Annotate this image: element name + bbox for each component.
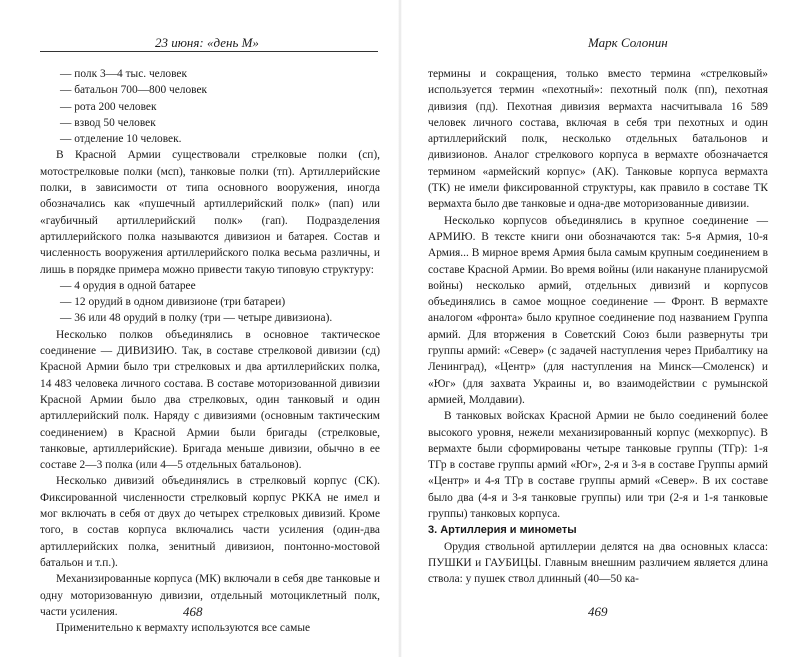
left-page-body [40, 66, 380, 636]
paragraph: Орудия ствольной артиллерии делятся на два основных класса: ПУШКИ и ГАУБИЦЫ. Главным внешним различием является длина ствола: у пушек ствол длинный (40—50 ка- [428, 540, 768, 586]
right-page-body [428, 66, 768, 588]
left-header-rule [40, 51, 378, 52]
right-page-number: 469 [588, 604, 608, 619]
left-page-number: 468 [183, 604, 203, 619]
list-item: — отделение 10 человек. [60, 133, 182, 146]
section-heading: 3. Артиллерия и минометы [428, 524, 577, 537]
list-item: — полк 3—4 тыс. человек [60, 68, 188, 80]
unit-size-list [40, 66, 380, 147]
paragraph: термины и сокращения, только вместо термина «стрелковый» используется термин «пехотный»: пехотный полк (пп), пехотная дивизия (пд). Пехотная дивизия вермахта насчитывала 16 589 человек личного состава, включая в себя три пехотных и один артиллерийский полк, несколько отдельных батальонов и дивизионов. Аналог стрелкового корпуса в вермахте обозначается термином «армейский корпус» (АК). Танковые корпуса вермахта (ТК) не имели фиксированной структуры, как правило в составе ТК вермахта было две танковые и одна-две моторизованные дивизии. [428, 68, 768, 211]
list-item: — 36 или 48 орудий в полку (три — четыре дивизиона). [60, 312, 333, 325]
list-item: — рота 200 человек [60, 100, 157, 113]
right-page [400, 0, 800, 657]
paragraph: Применительно к вермахту используются все самые [56, 622, 311, 635]
list-item: — батальон 700—800 человек [60, 84, 208, 97]
right-running-header: Марк Солонин [588, 35, 668, 50]
paragraph: Несколько дивизий объединялись в стрелковый корпус (СК). Фиксированной численности стрелковый корпус РККА не имел и мог включать в себя от двух до четырех стрелковых дивизий. Кроме того, в состав корпуса включались части усиления (один-два артиллерийских полка, зенитный дивизион, понтонно-мостовой батальон и т.п.). [40, 475, 380, 569]
list-item: — взвод 50 человек [60, 116, 156, 129]
artillery-structure-list [40, 278, 380, 327]
paragraph: В танковых войсках Красной Армии не было соединений более высокого уровня, нежели механизированный корпус (мехкорпус). В вермахте были сформированы четыре танковые группы (ТГр): 1-я ТГр в составе группы армий «Юг», 2-я и 3-я в составе Группы армий «Центр» и 4-я ТГр в составе группы армий «Север». В их составе было два (4-я и 3-я танковые группы) или три (2-я и 1-я танковые группы) танковых корпуса. [428, 410, 768, 521]
paragraph: Несколько полков объединялись в основное тактическое соединение — ДИВИЗИЮ. Так, в составе стрелковой дивизии (сд) Красной Армии было три стрелковых и два артиллерийских полка, 14 483 человека личного состава. В составе моторизованной дивизии Красной Армии было два стрелковых, один танковый и один артиллерийский полк. Наряду с дивизиями (основным тактическим соединением) в Красной Армии были бригады (стрелковые, танковые, артиллерийские). Бригада меньше дивизии, обычно в ее составе 2—3 полка (или 4—5 отдельных батальонов). [40, 328, 380, 472]
paragraph: Механизированные корпуса (МК) включали в себя две танковые и одну моторизованную дивизии, отдельный мотоциклетный полк, части усиления. [40, 573, 380, 618]
paragraph: Несколько корпусов объединялись в крупное соединение — АРМИЮ. В тексте книги они обозначаются так: 5-я Армия, 10-я Армия... В мирное время Армия была самым крупным соединением в составе Красной Армии. Во время войны (или накануне планирусмой войны) несколько армий, отдельных дивизий и корпусов объединялись в самое мощное соединение — Фронт. В вермахте аналогом «фронта» было крупное соединение под названием Группа армий. Для вторжения в Советский Союз были развернуты три группы армий: «Север» (с задачей наступления через Прибалтику на Ленинград), «Центр» (для наступления на Минск—Смоленск) и «Юг» (для захвата Украины и, во взаимодействии с румынской армией, Молдавии). [428, 214, 768, 406]
list-item: — 4 орудия в одной батарее [60, 279, 196, 292]
paragraph: В Красной Армии существовали стрелковые полки (сп), мотострелковые полки (мсп), танковые полки (тп). Артиллерийские полки, в зависимости от типа основного вооружения, иногда обозначались как «пушечный артиллерийский полк» (пап) или «гаубичный артиллерийский полк» (гап). Подразделения артиллерийского полка называются дивизион и батарея. Состав и численность вооружения артиллерийского полка весьма различны, и лишь в порядке примера можно привести такую типовую структуру: [40, 149, 380, 276]
left-running-header: 23 июня: «день М» [155, 35, 259, 50]
list-item: — 12 орудий в одном дивизионе (три батареи) [60, 296, 286, 309]
